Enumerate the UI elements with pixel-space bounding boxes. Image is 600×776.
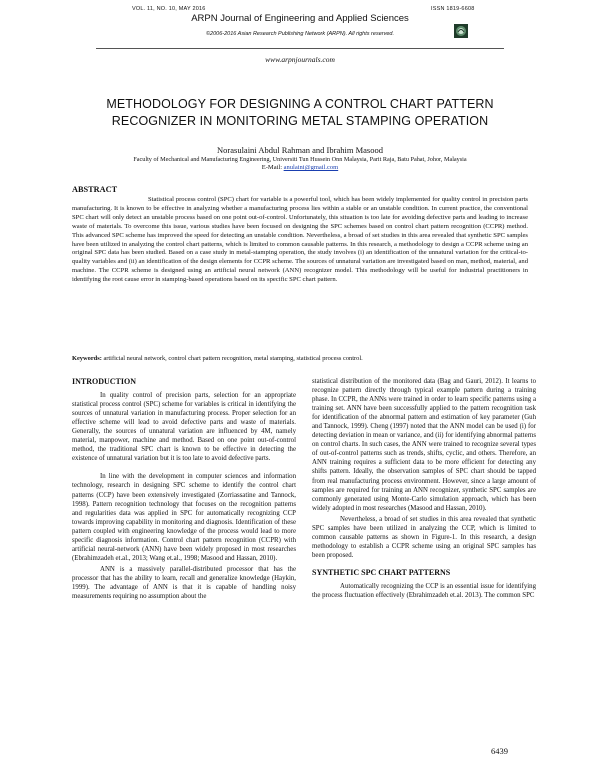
intro-paragraph-1: In quality control of precision parts, selection for an appropriate statistical process control (SPC) scheme for variables is critical in identifying the sources of unnatural variation in manufacturing process. Proper selection for an effective scheme will lead to avoid defective parts and waste of materials. Generally, the sources of unnatural variation are influenced by 4M, namely material, manpower, machine and method. Based on one point out-of-control method, the traditional SPC chart is known to be effective in detecting the existence of unnatural variation but it is too late to avoid defective parts. — [72, 392, 296, 463]
email-label: E-Mail: — [261, 164, 283, 171]
author-affiliation: Faculty of Mechanical and Manufacturing Engineering, Universiti Tun Hussein Onn Malaysia, Parit Raja, Batu Pahat, Johor, Malaysia — [133, 156, 467, 163]
copyright-line: ©2006-2016 Asian Research Publishing Network (ARPN). All rights reserved. — [206, 31, 394, 37]
author-names: Norasulaini Abdul Rahman and Ibrahim Masood — [217, 145, 383, 155]
email-line — [0, 164, 600, 171]
title-line-2: RECOGNIZER IN MONITORING METAL STAMPING OPERATION — [111, 114, 489, 128]
page-number: 6439 — [491, 746, 508, 756]
intro-paragraph-3: ANN is a massively parallel-distributed processor that has the processor that has the ability to learn, recall and generalize knowledge (Haykin, 1999). The advantage of ANN is that it is capable of handling noisy measurements requiring no assumption about the — [72, 565, 296, 601]
journal-name: ARPN Journal of Engineering and Applied Sciences — [191, 13, 409, 24]
issn-label: ISSN 1819-6608 — [431, 6, 475, 12]
right-column — [312, 377, 536, 602]
volume-issue-line: VOL. 11, NO. 10, MAY 2016 — [132, 6, 206, 12]
journal-website: www.arpnjournals.com — [265, 55, 335, 64]
intro-paragraph-5: Nevertheless, a broad of set studies in this area revealed that synthetic SPC samples have been utilized in analyzing the CCP, which is limited to common causable patterns as shown in Figure-1. In this research, a design methodology to establish a CCPR scheme using an original SPC samples has been proposed. — [312, 515, 536, 559]
synthetic-paragraph-1: Automatically recognizing the CCP is an essential issue for identifying the process fluctuation effectively (Ebrahimzadeh et.al. 2013). The common SPC — [312, 582, 536, 600]
header-divider — [96, 48, 504, 49]
intro-paragraph-4: statistical distribution of the monitored data (Bag and Gauri, 2012). It learns to recognize pattern directly through typical example pattern during a training phase. In CCPR, the ANNs were trained in order to learn specific patterns using a training set. ANN have been successfully applied to the pattern recognition task for identification of the abnormal pattern and estimation of key parameter (Guh and Tannock, 1999). Cheng (1997) noted that the ANN model can be used (i) for detecting deviation in mean or variance, and (ii) for identifying abnormal patterns on control charts. In such cases, the ANN were trained to recognize several types of out-of-control patterns such as trends, shifts, cyclic, and others. Therefore, an ANN training requires a sufficient data to be more efficient for detecting any shifts pattern. Ideally, the observation samples of SPC chart should be tapped from real manufacturing process environment. However, since a large amount of samples are required for training an ANN recognizer, synthetic SPC samples are commonly generated using Monte-Carlo simulation approach, which has been widely adopted in most researches (Masood and Hassan, 2010). — [312, 378, 536, 512]
abstract-heading: ABSTRACT — [72, 185, 118, 194]
paper-title — [60, 96, 540, 130]
keywords-text: artificial neural network, control chart pattern recognition, metal stamping, statistical process control. — [103, 355, 363, 362]
keywords-line — [72, 355, 528, 362]
left-column — [72, 377, 296, 603]
email-link[interactable]: anulaini@gmail.com — [283, 164, 339, 171]
intro-paragraph-2: In line with the development in computer sciences and information technology, research in designing SPC scheme to identify the control chart patterns (CCP) have been extensively investigated (Zorriassatine and Tannock, 1998). Pattern recognition technology that focuses on the recognition patterns and regularities data was applied in SPC for automatically recognizing CCP towards improving capability in monitoring and diagnosis. Identification of these pattern coupled with engineering knowledge of the process would lead to more specific diagnosis information. Control chart pattern recognition (CCPR) with artificial neural-network (ANN) have been widely proposed in most researches (Ebrahimzadeh et.al., 2013; Wang et.al., 1998; Masood and Hassan, 2010). — [72, 473, 296, 562]
arpn-logo-icon — [454, 24, 468, 38]
title-line-1: METHODOLOGY FOR DESIGNING A CONTROL CHART PATTERN — [106, 97, 494, 111]
keywords-label: Keywords: — [72, 355, 102, 362]
introduction-heading: INTRODUCTION — [72, 377, 137, 386]
synthetic-section-heading: SYNTHETIC SPC CHART PATTERNS — [312, 567, 451, 577]
abstract-text: Statistical process control (SPC) chart for variable is a powerful tool, which has been widely implemented for quality control in precision parts manufacturing. It is known to be effective in analyzing whether a manufacturing process lies within a stable or an unstable condition. In current practice, the conventional SPC chart will only detect an unstable process based on one point out-of-control. Unfortunately, this situation is too late for avoiding defective parts and leading to increase waste of materials. To overcome this issue, various studies have been focused on designing the SPC schemes based on control chart pattern recognition (CCPR) method. This advanced SPC scheme has improved the speed for detecting an unstable condition. Nevertheless, a broad of set studies in this area revealed that synthetic SPC samples have been utilized in analyzing the control chart patterns, which is limited to common causable patterns. In this research, a methodology to design a CCPR scheme using an original SPC data has been studied. Based on a case study in metal-stamping operation, the study involves (i) an identification of the unnatural variation for the critical-to-quality variables and (ii) an identification of the design elements for CCPR scheme. The sources of unnatural variation are investigated based on man, method, material, and machine. The CCPR scheme is designed using an artificial neural network (ANN) recognizer model. This methodology will be useful for industrial practitioners in identifying the root cause error in stamping-based operations based on its specific SPC chart pattern. — [72, 196, 528, 284]
